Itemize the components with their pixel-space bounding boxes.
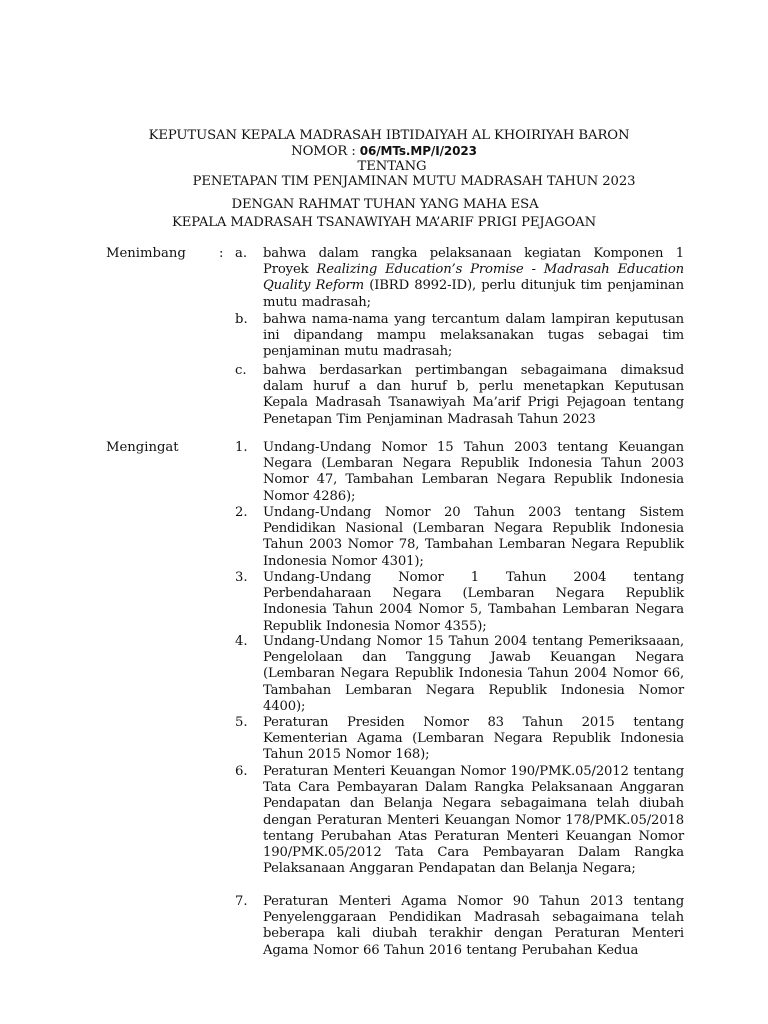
menimbang-label: Menimbang [106, 246, 186, 261]
item-text: bahwa berdasarkan pertimbangan sebagaimana dimaksud dalam huruf a dan huruf b, perlu menetapkan Keputusan Kepala Madrasah Tsanawiyah Ma’arif Prigi Pejagoan tentang Penetapan Tim Penjaminan Madrasah Tahun 2023 [263, 363, 684, 427]
menimbang-colon: : [219, 246, 224, 261]
item-text-italic: Realizing Education’s Promise - Madrasah Education Quality Reform [263, 262, 684, 294]
header-issuer: KEPALA MADRASAH TSANAWIYAH MA’ARIF PRIGI PEJAGOAN [171, 215, 597, 230]
item-marker: 1. [235, 440, 248, 455]
item-text: Peraturan Menteri Agama Nomor 90 Tahun 2013 tentang Penyelenggaraan Pendidikan Madrasah sebagaimana telah beberapa kali diubah terakhir dengan Peraturan Menteri Agama Nomor 66 Tahun 2016 tentang Perubahan Kedua [263, 894, 684, 958]
item-marker: 3. [235, 570, 248, 585]
header-subject: PENETAPAN TIM PENJAMINAN MUTU MADRASAH TAHUN 2023 [192, 174, 636, 189]
mengingat-label: Mengingat [106, 440, 179, 455]
item-marker: 7. [235, 894, 248, 909]
header-nomor [0, 144, 768, 159]
item-text: Undang-Undang Nomor 1 Tahun 2004 tentang Perbendaharaan Negara (Lembaran Negara Republik Indonesia Tahun 2004 Nomor 5, Tambahan Lembaran Negara Republik Indonesia Nomor 4355); [263, 570, 684, 634]
header-invocation: DENGAN RAHMAT TUHAN YANG MAHA ESA [231, 197, 539, 212]
item-marker: 4. [235, 634, 248, 649]
item-text: Peraturan Menteri Keuangan Nomor 190/PMK.05/2012 tentang Tata Cara Pembayaran Dalam Rangka Pelaksanaan Anggaran Pendapatan dan Belanja Negara sebagaimana telah diubah dengan Peraturan Menteri Keuangan Nomor 178/PMK.05/2018 tentang Perubahan Atas Peraturan Menteri Keuangan Nomor 190/PMK.05/2012 Tata Cara Pembayaran Dalam Rangka Pelaksanaan Anggaran Pendapatan dan Belanja Negara; [263, 764, 684, 877]
item-text: bahwa nama-nama yang tercantum dalam lampiran keputusan ini dipandang mampu melaksanakan tugas sebagai tim penjaminan mutu madrasah; [263, 312, 684, 360]
item-marker: b. [235, 312, 248, 327]
item-marker: 6. [235, 764, 248, 779]
item-marker: 5. [235, 715, 248, 730]
item-marker: c. [235, 363, 247, 378]
item-text-part: bahwa dalam rangka pelaksanaan kegiatan Komponen 1 Proyek [263, 246, 684, 278]
item-marker: 2. [235, 505, 248, 520]
item-marker: a. [235, 246, 248, 261]
item-text: Undang-Undang Nomor 15 Tahun 2003 tentang Keuangan Negara (Lembaran Negara Republik Indonesia Tahun 2003 Nomor 47, Tambahan Lembaran Negara Republik Indonesia Nomor 4286); [263, 440, 684, 504]
nomor-prefix: NOMOR : [291, 144, 360, 159]
item-text [263, 246, 684, 311]
item-text: Undang-Undang Nomor 15 Tahun 2004 tentang Pemeriksaaan, Pengelolaan dan Tanggung Jawab Keuangan Negara (Lembaran Negara Republik Indonesia Tahun 2004 Nomor 66, Tambahan Lembaran Negara Republik Indonesia Nomor 4400); [263, 634, 684, 714]
item-text: Undang-Undang Nomor 20 Tahun 2003 tentang Sistem Pendidikan Nasional (Lembaran Negara Republik Indonesia Tahun 2003 Nomor 78, Tambahan Lembaran Negara Republik Indonesia Nomor 4301); [263, 505, 684, 569]
item-text: Peraturan Presiden Nomor 83 Tahun 2015 tentang Kementerian Agama (Lembaran Negara Republik Indonesia Tahun 2015 Nomor 168); [263, 715, 684, 763]
nomor-value: 06/MTs.MP/I/2023 [359, 144, 477, 158]
header-tentang: TENTANG [357, 159, 427, 174]
header-title: KEPUTUSAN KEPALA MADRASAH IBTIDAIYAH AL KHOIRIYAH BARON [148, 128, 630, 143]
item-text-part: (IBRD 8992-ID), perlu ditunjuk tim penjaminan mutu madrasah; [263, 278, 684, 310]
